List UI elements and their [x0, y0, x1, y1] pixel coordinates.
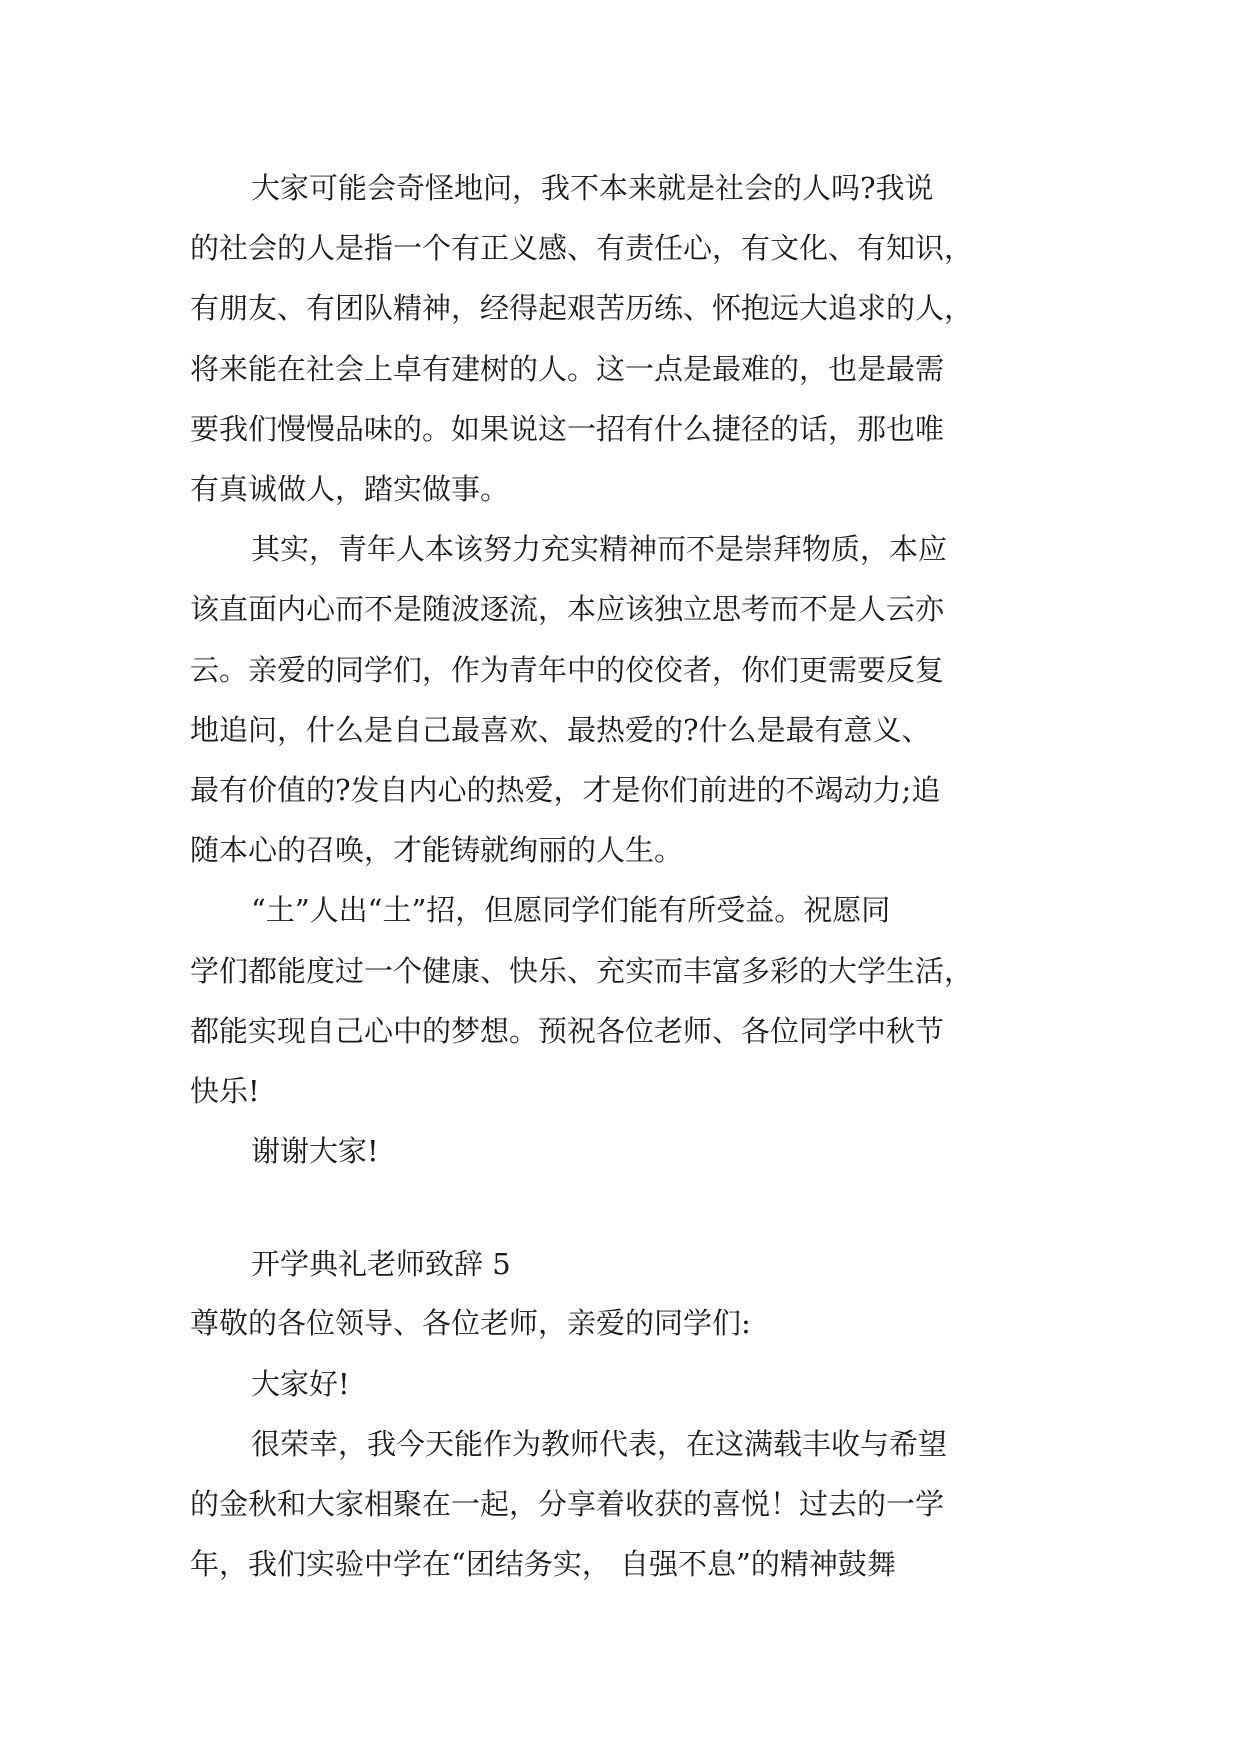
text-line: 的金秋和大家相聚在一起，分享着收获的喜悦！过去的一学 [190, 1487, 945, 1522]
paragraph-youth-spirit [190, 519, 1050, 880]
text-line: 年，我们实验中学在“团结务实， 自强不息”的精神鼓舞 [190, 1547, 896, 1582]
section-spacer [190, 1181, 1050, 1235]
text-line: 将来能在社会上卓有建树的人。这一点是最难的，也是最需 [190, 351, 945, 386]
document-body [190, 158, 1050, 1594]
text-line: 要我们慢慢品味的。如果说这一招有什么捷径的话，那也唯 [190, 411, 945, 446]
text-line: 谢谢大家! [251, 1134, 379, 1169]
text-line: 尊敬的各位领导、各位老师，亲爱的同学们: [190, 1306, 751, 1341]
text-line: 有真诚做人，踏实做事。 [190, 472, 510, 507]
paragraph-thanks [190, 1121, 1050, 1181]
text-line: 该直面内心而不是随波逐流，本应该独立思考而不是人云亦 [190, 592, 945, 627]
text-line: 大家可能会奇怪地问，我不本来就是社会的人吗?我说 [251, 171, 934, 205]
text-line: 其实，青年人本该努力充实精神而不是崇拜物质，本应 [251, 532, 948, 567]
salutation [190, 1293, 1050, 1353]
text-line: 有朋友、有团队精神，经得起艰苦历练、怀抱远大追求的人， [190, 291, 974, 326]
text-line: 的社会的人是指一个有正义感、有责任心，有文化、有知识， [190, 231, 974, 266]
paragraph-wishes [190, 880, 1050, 1121]
text-line: 最有价值的?发自内心的热爱，才是你们前进的不竭动力;追 [190, 773, 941, 808]
paragraph-honored [190, 1414, 1050, 1595]
text-line: 地追问，什么是自己最喜欢、最热爱的?什么是最有意义、 [190, 712, 931, 747]
text-line: 快乐! [190, 1074, 260, 1109]
text-line: 大家好! [251, 1366, 350, 1401]
text-line: 都能实现自己心中的梦想。预祝各位老师、各位同学中秋节 [190, 1013, 945, 1048]
paragraph-social-person [190, 158, 1050, 519]
section-title: 开学典礼老师致辞 5 [251, 1247, 511, 1282]
greeting [190, 1354, 1050, 1414]
text-line: 云。亲爱的同学们，作为青年中的佼佼者，你们更需要反复 [190, 652, 945, 687]
text-line: 学们都能度过一个健康、快乐、充实而丰富多彩的大学生活， [190, 953, 974, 988]
text-line: 随本心的召唤，才能铸就绚丽的人生。 [190, 833, 684, 868]
text-line: 很荣幸，我今天能作为教师代表，在这满载丰收与希望 [251, 1426, 948, 1461]
text-line: “土”人出“土”招，但愿同学们能有所受益。祝愿同 [251, 893, 891, 928]
